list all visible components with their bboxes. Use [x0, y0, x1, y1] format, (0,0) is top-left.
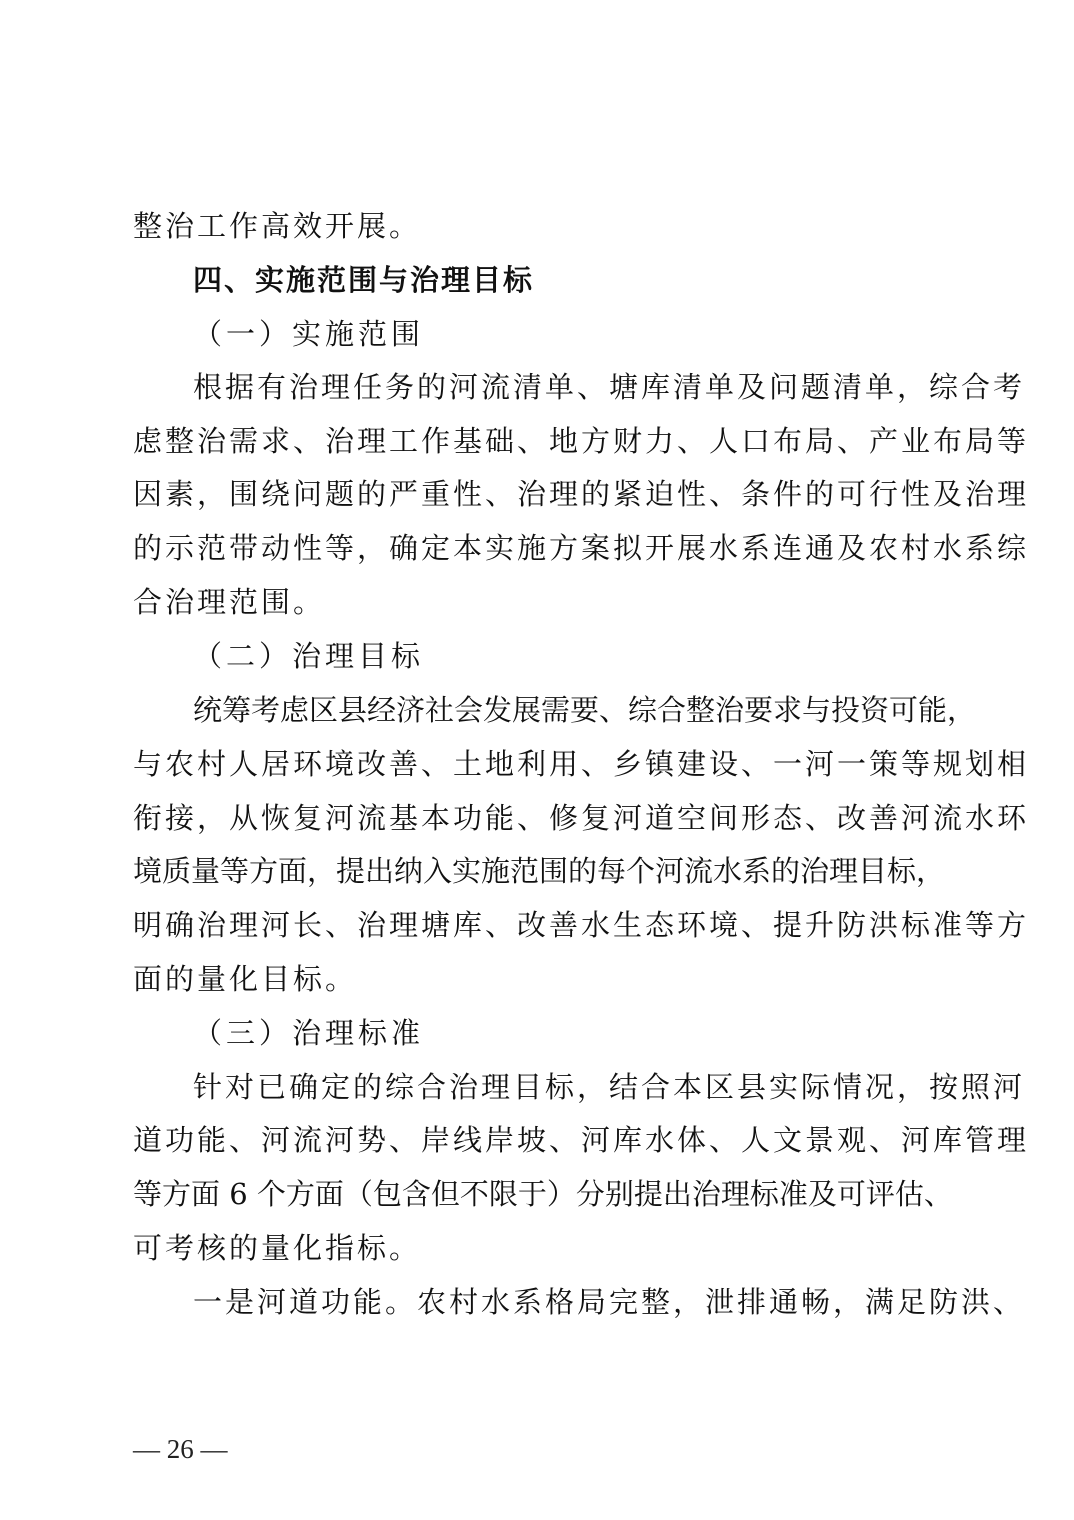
- subsection-heading-goals: （二）治理目标: [193, 639, 425, 673]
- paragraph-line: 可考核的量化指标。: [133, 1231, 422, 1265]
- paragraph-line: 面的量化目标。: [133, 962, 358, 996]
- paragraph-line: 道功能、河流河势、岸线岸坡、河库水体、人文景观、河库管理: [133, 1123, 1030, 1157]
- paragraph-line: 合治理范围。: [133, 585, 326, 619]
- paragraph-line: 衔接，从恢复河流基本功能、修复河道空间形态、改善河流水环: [133, 801, 1030, 835]
- paragraph-line: 境质量等方面，提出纳入实施范围的每个河流水系的治理目标，: [133, 854, 946, 888]
- subsection-heading-scope: （一）实施范围: [193, 317, 425, 351]
- page-number: — 26 —: [133, 1434, 228, 1464]
- paragraph-line: 因素，围绕问题的严重性、治理的紧迫性、条件的可行性及治理: [133, 477, 1030, 511]
- paragraph-line: 明确治理河长、治理塘库、改善水生态环境、提升防洪标准等方: [133, 908, 1030, 942]
- paragraph-line: 统筹考虑区县经济社会发展需要、综合整治要求与投资可能，: [193, 693, 977, 727]
- paragraph-line: 针对已确定的综合治理目标，结合本区县实际情况，按照河: [193, 1070, 1026, 1104]
- paragraph-line: 等方面 6 个方面（包含但不限于）分别提出治理标准及可评估、: [133, 1177, 953, 1211]
- paragraph-line: 与农村人居环境改善、土地利用、乡镇建设、一河一策等规划相: [133, 747, 1030, 781]
- subsection-heading-standards: （三）治理标准: [193, 1016, 425, 1050]
- paragraph-continuation: 整治工作高效开展。: [133, 209, 422, 243]
- paragraph-line: 虑整治需求、治理工作基础、地方财力、人口布局、产业布局等: [133, 424, 1030, 458]
- paragraph-line: 根据有治理任务的河流清单、塘库清单及问题清单，综合考: [193, 370, 1026, 404]
- paragraph-line: 一是河道功能。农村水系格局完整，泄排通畅，满足防洪、: [193, 1285, 1026, 1319]
- section-heading: 四、实施范围与治理目标: [193, 263, 535, 297]
- paragraph-line: 的示范带动性等，确定本实施方案拟开展水系连通及农村水系综: [133, 531, 1030, 565]
